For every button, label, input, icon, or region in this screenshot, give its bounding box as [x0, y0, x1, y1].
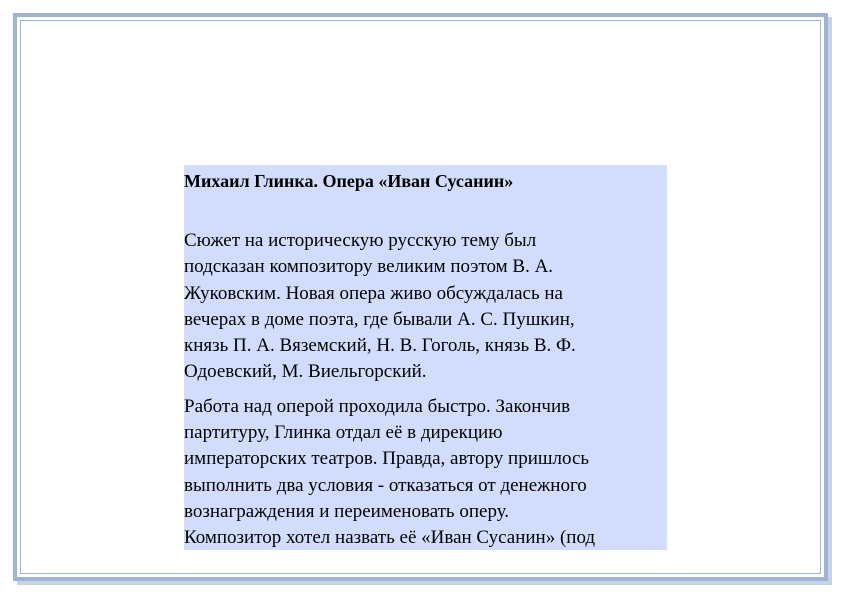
- paragraph-line: подсказан композитору великим поэтом В. А.: [184, 256, 554, 278]
- paragraph-line: партитуру, Глинка отдал её в дирекцию: [184, 422, 503, 444]
- paragraph-line: выполнить два условия - отказаться от денежного: [184, 474, 587, 496]
- paragraph-line: вознаграждения и переименовать оперу.: [184, 500, 510, 522]
- document-title: Михаил Глинка. Опера «Иван Сусанин»: [184, 171, 514, 191]
- paragraph-line: Композитор хотел назвать её «Иван Сусанин» (под: [184, 527, 596, 549]
- paragraph-line: Сюжет на историческую русскую тему был: [184, 230, 537, 251]
- text-box: [184, 165, 667, 550]
- paragraph-line: императорских театров. Правда, автору пришлось: [184, 448, 590, 470]
- paragraph-work: [184, 394, 667, 550]
- paragraph-line: вечерах в доме поэта, где бывали А. С. Пушкин,: [184, 308, 575, 330]
- paragraph-line: Работа над оперой проходила быстро. Закончив: [184, 395, 571, 417]
- paragraph-plot: [184, 228, 667, 386]
- paragraph-line: Одоевский, М. Виельгорский.: [184, 361, 427, 383]
- paragraph-line: князь П. А. Вяземский, Н. В. Гоголь, князь В. Ф.: [184, 335, 576, 357]
- paragraph-line: Жуковским. Новая опера живо обсуждалась на: [184, 282, 563, 304]
